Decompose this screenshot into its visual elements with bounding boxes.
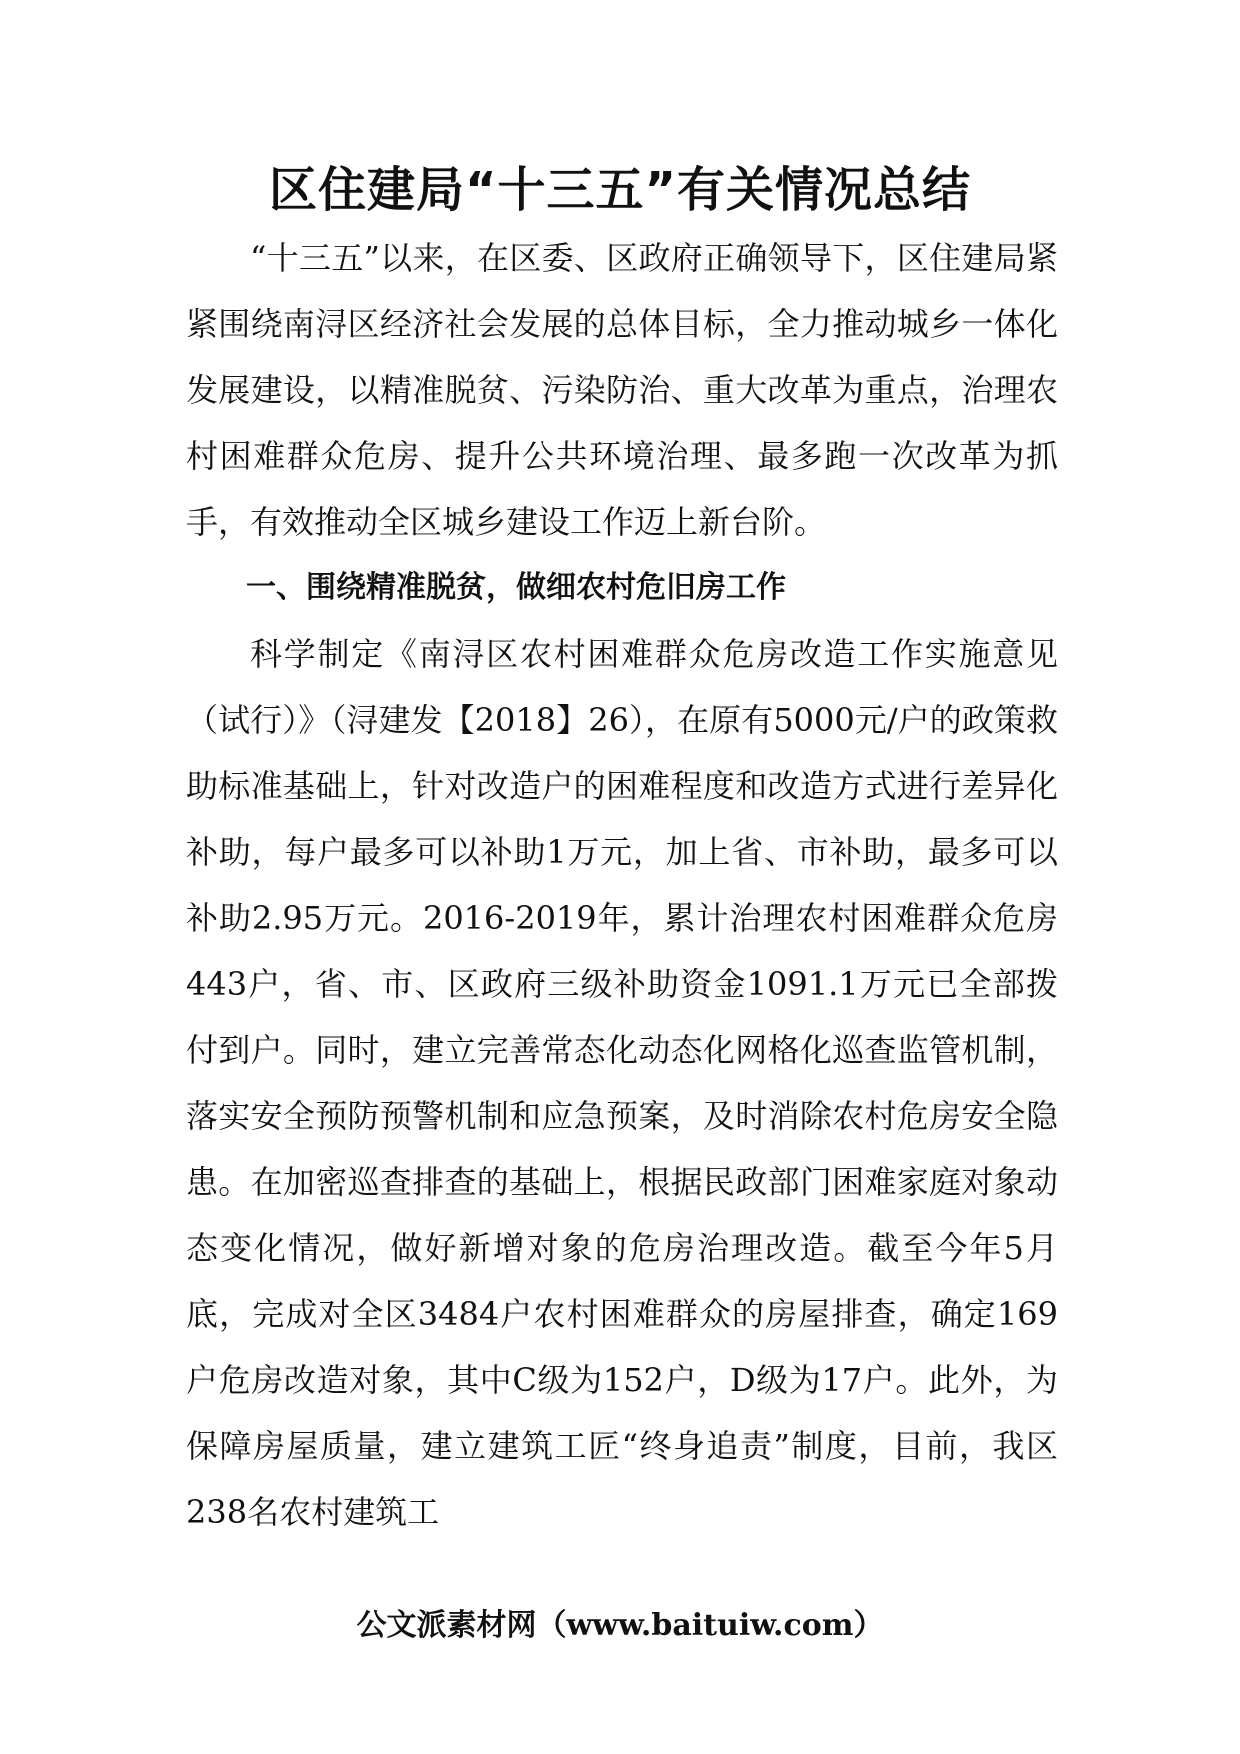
document-body (186, 225, 1058, 1545)
paragraph-section-1: 科学制定《南浔区农村困难群众危房改造工作实施意见（试行）》（浔建发【2018】26），在原有5000元/户的政策救助标准基础上，针对改造户的困难程度和改造方式进行差异化补助，每户最多可以补助1万元，加上省、市补助，最多可以补助2.95万元。2016-2019年，累计治理农村困难群众危房443户，省、市、区政府三级补助资金1091.1万元已全部拨付到户。同时，建立完善常态化动态化网格化巡查监管机制，落实安全预防预警机制和应急预案，及时消除农村危房安全隐患。在加密巡查排查的基础上，根据民政部门困难家庭对象动态变化情况，做好新增对象的危房治理改造。截至今年5月底，完成对全区3484户农村困难群众的房屋排查，确定169户危房改造对象，其中C级为152户，D级为17户。此外，为保障房屋质量，建立建筑工匠“终身追责”制度，目前，我区238名农村建筑工 (186, 635, 1058, 1531)
footer-watermark: 公文派素材网（www.baituiw.com） (356, 1608, 884, 1643)
document-title: 区住建局“十三五”有关情况总结 (268, 162, 972, 218)
section-heading-1: 一、围绕精准脱贫，做细农村危旧房工作 (246, 570, 786, 605)
paragraph-intro: “十三五”以来，在区委、区政府正确领导下，区住建局紧紧围绕南浔区经济社会发展的总体目标，全力推动城乡一体化发展建设，以精准脱贫、污染防治、重大改革为重点，治理农村困难群众危房、提升公共环境治理、最多跑一次改革为抓手，有效推动全区城乡建设工作迈上新台阶。 (186, 239, 1058, 541)
